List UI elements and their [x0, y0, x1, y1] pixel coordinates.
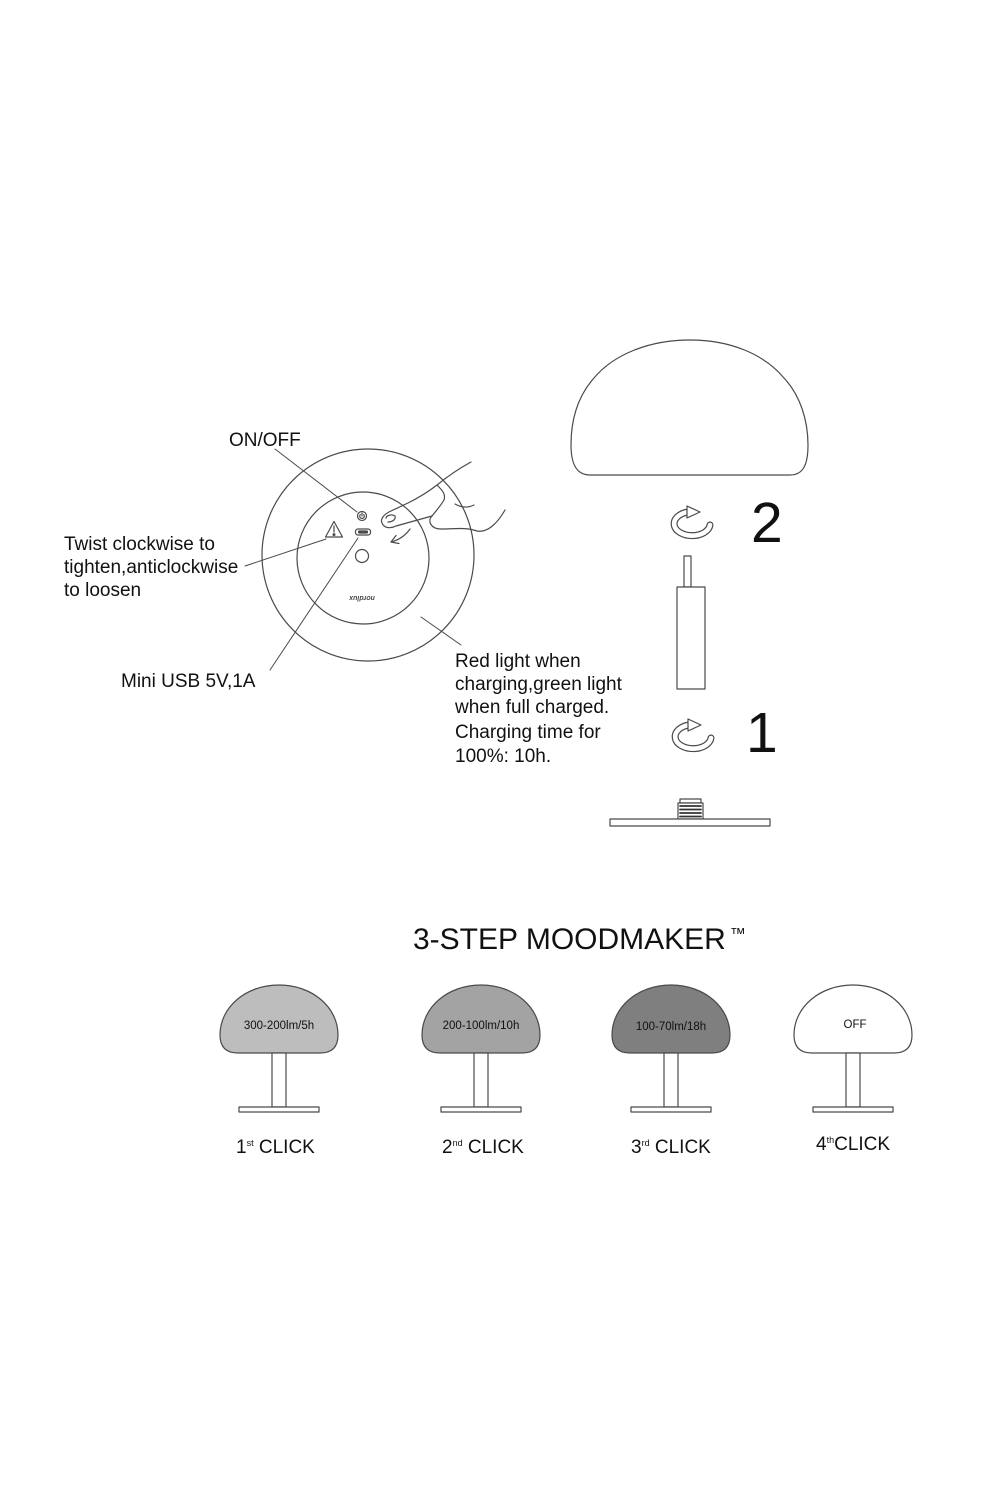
trademark-symbol: ™	[729, 926, 746, 943]
twist-arrow-head	[688, 719, 701, 731]
pointing-hand-icon	[381, 462, 505, 531]
mode-lamp-base	[441, 1107, 521, 1112]
base-plate	[610, 819, 770, 826]
click-ordinal-suffix: st	[246, 1138, 254, 1148]
connecting-rod	[684, 556, 691, 587]
mode-output-text: OFF	[843, 1019, 867, 1031]
leader-line-usb	[270, 538, 358, 670]
charging-time-line: Charging time for	[455, 722, 601, 743]
click-ordinal-suffix: nd	[452, 1138, 463, 1148]
charging-label-line: charging,green light	[455, 674, 622, 695]
usb-port-slot	[359, 531, 368, 533]
mode-lamp-base	[813, 1107, 893, 1112]
press-arrow-icon	[391, 529, 410, 544]
mode-lamp-base	[631, 1107, 711, 1112]
moodmaker-title	[413, 923, 746, 957]
mode-lamp-3	[612, 985, 730, 1112]
charging-time-line: 100%: 10h.	[455, 746, 552, 767]
hand-finger-base	[432, 500, 444, 516]
leader-line-on-off	[275, 449, 357, 512]
twist-label	[64, 533, 238, 602]
click-label-2	[442, 1136, 524, 1159]
twist-arrow-head	[687, 506, 700, 518]
power-symbol	[360, 513, 365, 518]
click-label-1	[236, 1136, 315, 1159]
assembly-step-number: 2	[751, 491, 783, 555]
usb-label: Mini USB 5V,1A	[121, 671, 256, 692]
assembly-step-number: 1	[746, 701, 778, 765]
click-number: 1	[236, 1137, 247, 1158]
click-word: CLICK	[258, 1137, 315, 1158]
usb-port-icon	[356, 529, 371, 535]
charging-label-line: Red light when	[455, 651, 581, 672]
click-number: 3	[631, 1137, 642, 1158]
click-number: 4	[816, 1134, 827, 1155]
twist-label-line: to loosen	[64, 580, 142, 601]
click-label-3	[631, 1136, 711, 1159]
mode-output-text: 100-70lm/18h	[635, 1021, 707, 1033]
mode-lamp-2	[422, 985, 540, 1112]
hand-outline-palm	[430, 510, 505, 531]
mode-lamp-pole	[664, 1053, 678, 1107]
click-word: CLICK	[654, 1137, 711, 1158]
twist-arrow-icon	[675, 719, 711, 749]
twist-label-line: Twist clockwise to	[64, 534, 215, 555]
click-label-4	[816, 1133, 890, 1156]
click-word: CLICK	[467, 1137, 524, 1158]
on-off-label: ON/OFF	[229, 430, 301, 451]
light-sensor-icon	[356, 550, 369, 563]
mode-lamp-pole	[272, 1053, 286, 1107]
warning-exclamation-dot	[333, 534, 335, 536]
lamp-shade	[571, 340, 808, 475]
charging-label	[455, 650, 622, 719]
twist-arrow-icon	[674, 506, 710, 536]
fingernail	[386, 515, 395, 522]
leader-line-twist	[245, 539, 326, 566]
brand-logo: nordlux	[349, 594, 375, 601]
mode-output-text: 200-100lm/10h	[442, 1020, 520, 1032]
click-word: CLICK	[834, 1134, 891, 1155]
mode-lamp-1	[220, 985, 338, 1112]
charging-time-label	[455, 721, 601, 769]
hand-knuckle-line	[455, 504, 474, 507]
warning-triangle-icon	[326, 522, 343, 538]
lamp-pole	[677, 587, 705, 689]
click-ordinal-suffix: th	[826, 1135, 835, 1145]
moodmaker-title-text: 3-STEP MOODMAKER	[413, 923, 726, 956]
press-arrow-shaft	[391, 529, 410, 542]
mode-lamp-pole	[474, 1053, 488, 1107]
twist-label-line: tighten,anticlockwise	[64, 557, 239, 578]
mode-lamp-pole	[846, 1053, 860, 1107]
click-ordinal-suffix: rd	[641, 1138, 650, 1148]
mode-lamp-4	[794, 985, 912, 1112]
mode-lamp-base	[239, 1107, 319, 1112]
charging-label-line: when full charged.	[455, 697, 610, 718]
mode-lamp-shade	[612, 985, 730, 1053]
leader-line-charging	[421, 617, 461, 645]
mode-output-text: 300-200lm/5h	[243, 1020, 315, 1032]
base-connector	[678, 799, 703, 819]
power-button-icon	[358, 512, 367, 521]
hand-thumb-crease	[437, 485, 445, 500]
click-number: 2	[442, 1137, 453, 1158]
